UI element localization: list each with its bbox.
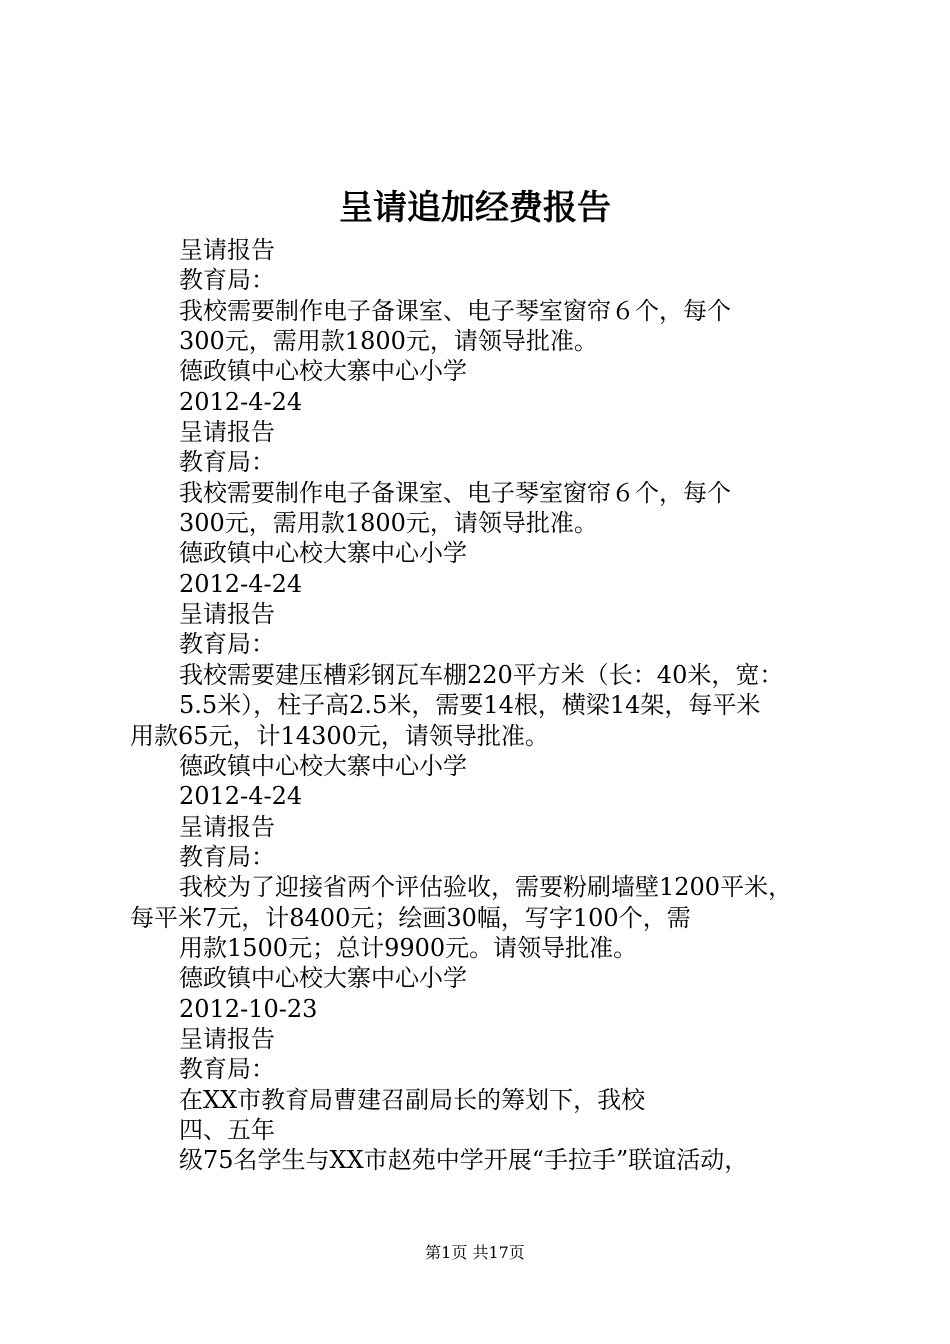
body-line: 用款1500元；总计9900元。请领导批准。	[179, 933, 638, 962]
body-line: 教育局：	[179, 630, 275, 659]
document-title: 呈请追加经费报告	[339, 188, 611, 228]
body-line: 呈请报告	[179, 600, 275, 629]
body-line: 每平米7元，计8400元；绘画30幅，写字100个，需	[130, 903, 691, 932]
body-line: 2012-10-23	[179, 994, 318, 1023]
body-line: 2012-4-24	[179, 387, 303, 416]
body-line: 呈请报告	[179, 236, 275, 264]
body-line: 2012-4-24	[179, 782, 303, 811]
body-line: 德政镇中心校大寨中心小学	[179, 751, 467, 780]
body-line: 四、五年	[179, 1115, 275, 1144]
body-line: 呈请报告	[179, 1024, 275, 1053]
body-line: 呈请报告	[179, 812, 275, 841]
body-line: 教育局：	[179, 1055, 275, 1084]
body-line: 我校为了迎接省两个评估验收，需要粉刷墙壁1200平米，	[179, 873, 793, 902]
body-line: 300元，需用款1800元，请领导批准。	[179, 327, 598, 356]
body-line: 我校需要制作电子备课室、电子琴室窗帘６个，每个	[179, 478, 731, 507]
body-line: 德政镇中心校大寨中心小学	[179, 539, 467, 568]
page-footer: 第1页 共17页	[425, 1243, 525, 1262]
body-line: 德政镇中心校大寨中心小学	[179, 357, 467, 386]
body-line: 300元，需用款1800元，请领导批准。	[179, 509, 598, 538]
body-line: 教育局：	[179, 842, 275, 871]
body-line: 级75名学生与XX市赵苑中学开展“手拉手”联谊活动，	[179, 1146, 749, 1175]
document-body	[130, 235, 850, 1176]
body-line: 5.5米），柱子高2.5米，需要14根，横梁14架，每平米	[179, 691, 761, 720]
body-line: 教育局：	[179, 448, 275, 477]
body-line: 用款65元，计14300元，请领导批准。	[130, 721, 549, 750]
body-line: 德政镇中心校大寨中心小学	[179, 964, 467, 993]
body-line: 2012-4-24	[179, 569, 303, 598]
body-line: 呈请报告	[179, 418, 275, 447]
body-line: 在XX市教育局曹建召副局长的筹划下，我校	[179, 1085, 646, 1114]
body-line: 教育局：	[179, 266, 275, 295]
body-line: 我校需要制作电子备课室、电子琴室窗帘６个，每个	[179, 296, 731, 325]
body-line: 我校需要建压槽彩钢瓦车棚220平方米（长：40米，宽：	[179, 660, 784, 689]
